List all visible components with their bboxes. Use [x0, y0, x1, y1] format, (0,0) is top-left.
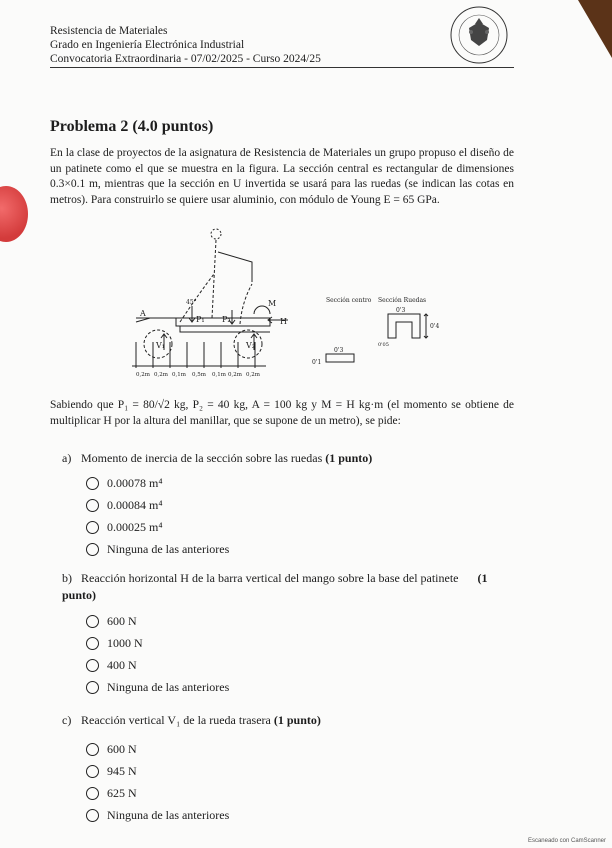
- document-header: [50, 24, 514, 66]
- dim-5: 0,1m: [212, 372, 226, 378]
- label-V2: V₂: [246, 341, 255, 350]
- option-c-2[interactable]: 945 N: [86, 760, 229, 782]
- dim-4: 0,5m: [192, 372, 206, 378]
- option-b-3[interactable]: 400 N: [86, 654, 229, 676]
- radio-icon[interactable]: [86, 743, 99, 756]
- question-b-options: [86, 610, 229, 698]
- radio-icon[interactable]: [86, 521, 99, 534]
- question-b-label: b): [62, 571, 72, 585]
- option-b-4[interactable]: Ninguna de las anteriores: [86, 676, 229, 698]
- university-seal-icon: [447, 4, 511, 66]
- option-c-3[interactable]: 625 N: [86, 782, 229, 804]
- finger-shadow: [0, 186, 28, 242]
- header-divider: [50, 67, 514, 68]
- question-c-points: (1 punto): [273, 713, 321, 727]
- dim-3: 0,1m: [172, 372, 186, 378]
- label-section-central: Sección centro: [326, 297, 372, 304]
- page-corner-tab: [578, 0, 612, 58]
- dim-2: 0,2m: [154, 372, 168, 378]
- problem-statement: En la clase de proyectos de la asignatura de Resistencia de Materiales un grupo propuso el diseño de un patinete como el que se muestra en la figura. La sección central es rectangular de dimensiones 0.3×0.1 m, mientras que la sección en U invertida se usará para las ruedas (se indican las cotas en metros). Para construirlo se quiere usar aluminio, con módulo de Young E = 65 GPa.: [50, 147, 514, 206]
- question-a-text: Momento de inercia de la sección sobre las ruedas: [81, 451, 323, 465]
- radio-icon[interactable]: [86, 681, 99, 694]
- dim-7: 0,2m: [246, 372, 260, 378]
- label-P2: P₂: [222, 315, 231, 324]
- option-a-1[interactable]: 0.00078 m⁴: [86, 472, 229, 494]
- problem-title: Problema 2 (4.0 puntos): [50, 118, 214, 135]
- label-A: A: [140, 309, 146, 318]
- label-d04: 0'4: [430, 323, 440, 330]
- label-d005: 0'05: [378, 342, 389, 348]
- option-a-4[interactable]: Ninguna de las anteriores: [86, 538, 229, 560]
- question-a-options: [86, 472, 229, 560]
- label-angle: 45°: [186, 299, 197, 306]
- radio-icon[interactable]: [86, 787, 99, 800]
- option-b-1[interactable]: 600 N: [86, 610, 229, 632]
- given-data: Sabiendo que P₁ = 80/√2 kg, P₂ = 40 kg, A = 100 kg y M = H kg·m (el momento se obtiene de multiplicar H por la altura del manillar, que se supone de un metro), se pide:: [50, 399, 514, 427]
- radio-icon[interactable]: [86, 659, 99, 672]
- question-b-points: (1 punto): [62, 571, 488, 602]
- question-b: [62, 570, 522, 604]
- question-c-text: Reacción vertical V₁ de la rueda trasera: [81, 713, 271, 727]
- label-P1: P₁: [196, 315, 205, 324]
- label-V1: V₁: [156, 341, 165, 350]
- option-a-2[interactable]: 0.00084 m⁴: [86, 494, 229, 516]
- label-d03: 0'3: [396, 307, 406, 314]
- degree-name: Grado en Ingeniería Electrónica Industrial: [50, 39, 245, 51]
- radio-icon[interactable]: [86, 543, 99, 556]
- label-d3: 0'3: [334, 347, 344, 354]
- dim-6: 0,2m: [228, 372, 242, 378]
- label-M: M: [268, 299, 277, 308]
- scooter-figure: [120, 222, 450, 380]
- option-c-4[interactable]: Ninguna de las anteriores: [86, 804, 229, 826]
- question-a-points: (1 punto): [325, 451, 373, 465]
- radio-icon[interactable]: [86, 765, 99, 778]
- question-a: [62, 450, 372, 467]
- dim-1: 0,2m: [136, 372, 150, 378]
- question-b-text: Reacción horizontal H de la barra vertical del mango sobre la base del patinete: [81, 571, 459, 585]
- question-c-options: [86, 738, 229, 826]
- radio-icon[interactable]: [86, 809, 99, 822]
- radio-icon[interactable]: [86, 615, 99, 628]
- label-H: H: [280, 317, 287, 326]
- question-c: [62, 712, 321, 729]
- question-c-label: c): [62, 713, 72, 727]
- exam-session: Convocatoria Extraordinaria - 07/02/2025 - Curso 2024/25: [50, 53, 321, 65]
- scanner-watermark: Escaneado con CamScanner: [527, 838, 606, 844]
- radio-icon[interactable]: [86, 637, 99, 650]
- label-section-wheels: Sección Ruedas: [378, 297, 427, 304]
- option-a-3[interactable]: 0.00025 m⁴: [86, 516, 229, 538]
- radio-icon[interactable]: [86, 477, 99, 490]
- course-name: Resistencia de Materiales: [50, 25, 168, 37]
- label-d1: 0'1: [312, 359, 322, 366]
- option-b-2[interactable]: 1000 N: [86, 632, 229, 654]
- option-c-1[interactable]: 600 N: [86, 738, 229, 760]
- radio-icon[interactable]: [86, 499, 99, 512]
- question-a-label: a): [62, 451, 72, 465]
